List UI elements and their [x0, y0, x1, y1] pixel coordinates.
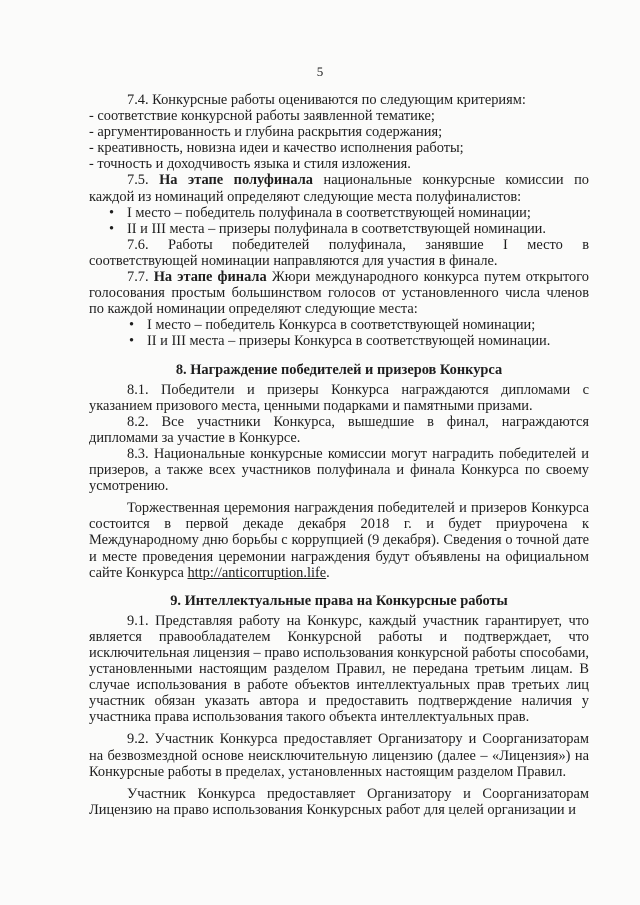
semifinal-text: национальные конкурсные комиссии по — [323, 172, 589, 189]
semifinal-winners-line: соответствующей номинации направляются для участия в финале. — [89, 252, 498, 269]
place-text: II и III места – призеры полуфинала в соответствующей номинации. — [127, 220, 546, 237]
bullet-icon: • — [109, 220, 115, 237]
ceremony-paragraph — [89, 500, 589, 580]
final-place-item — [89, 333, 589, 349]
place-text: I место – победитель полуфинала в соответствующей номинации; — [127, 204, 531, 221]
semifinal-paragraph-line — [89, 172, 589, 188]
semifinal-stage-label: На этапе полуфинала — [159, 172, 313, 189]
paragraph-8-2: 8.2. Все участники Конкурса, вышедшие в финал, награждаются дипломами за участие в Конкурсе. — [89, 413, 589, 446]
ceremony-text: Торжественная церемония награждения победителей и призеров Конкурса состоится в первой декаде декабря 2018 г. и будет приурочена к Международному дню борьбы с коррупцией (9 декабря). Сведения о точной дате и месте проведения церемонии награждения будут объявлены на официальном сайте Конкурса — [89, 500, 589, 581]
paragraph-9-1: 9.1. Представляя работу на Конкурс, каждый участник гарантирует, что является правообладателем Конкурсной работы и подтверждает, что исключительная лицензия – право использования конкурсной работы способами, установленными настоящим разделом Правил, не передана третьим лицам. В случае использования в работе объектов интеллектуальных прав третьих лиц участник обязан указать автора и предоставить подтверждение наличия у участника права использования такого объекта интеллектуальных прав. — [89, 612, 589, 726]
place-text: I место – победитель Конкурса в соответствующей номинации; — [147, 317, 536, 334]
semifinal-place-item — [89, 221, 589, 237]
criteria-intro: 7.4. Конкурсные работы оцениваются по следующим критериям: — [127, 92, 526, 108]
place-text: II и III места – призеры Конкурса в соответствующей номинации. — [147, 333, 551, 350]
bullet-icon: • — [129, 333, 135, 350]
clause-number: 7.7. — [127, 269, 149, 286]
period: . — [326, 564, 330, 581]
criterion-item: - аргументированность и глубина раскрытия содержания; — [89, 124, 443, 141]
document-body — [89, 92, 589, 818]
criterion-item: - точность и доходчивость языка и стиля изложения. — [89, 156, 411, 173]
semifinal-paragraph-line: каждой из номинаций определяют следующие места полуфиналистов: — [89, 188, 522, 205]
clause-number: 7.5. — [127, 172, 149, 189]
license-paragraph: Участник Конкурса предоставляет Организатору и Соорганизаторам Лицензию на право использования Конкурсных работ для целей организации и — [89, 785, 589, 818]
page-number: 5 — [316, 64, 324, 79]
final-place-item — [89, 317, 589, 333]
bullet-icon: • — [129, 317, 135, 334]
semifinal-place-item — [89, 205, 589, 221]
paragraph-9-2: 9.2. Участник Конкурса предоставляет Организатору и Соорганизаторам на безвозмездной основе неисключительную лицензию (далее – «Лицензия») на Конкурсные работы в пределах, установленных настоящим разделом Правил. — [89, 731, 589, 780]
criterion-item: - соответствие конкурсной работы заявленной тематике; — [89, 108, 435, 125]
final-paragraph-line: по каждой номинации определяют следующие места: — [89, 301, 418, 318]
contest-site-link[interactable]: http://anticorruption.life — [187, 564, 327, 581]
bullet-icon: • — [109, 204, 115, 221]
paragraph-8-3: 8.3. Национальные конкурсные комиссии могут наградить победителей и призеров, а также всех участников полуфинала и финала Конкурса по своему усмотрению. — [89, 445, 589, 495]
section-8-heading: 8. Награждение победителей и призеров Конкурса — [175, 361, 503, 378]
final-paragraph-line: голосования простым большинством голосов от установленного числа членов — [89, 285, 589, 302]
section-9-heading: 9. Интеллектуальные права на Конкурсные работы — [170, 592, 508, 609]
paragraph-8-1: 8.1. Победители и призеры Конкурса награждаются дипломами с указанием призового места, ценными подарками и памятными призами. — [89, 381, 589, 414]
final-stage-label: На этапе финала — [153, 269, 267, 286]
final-text: Жюри международного конкурса путем открытого — [271, 269, 589, 286]
semifinal-winners-line: 7.6. Работы победителей полуфинала, занявшие I место в — [127, 236, 589, 253]
final-paragraph-line — [89, 269, 589, 285]
criterion-item: - креативность, новизна идеи и качество исполнения работы; — [89, 140, 464, 157]
